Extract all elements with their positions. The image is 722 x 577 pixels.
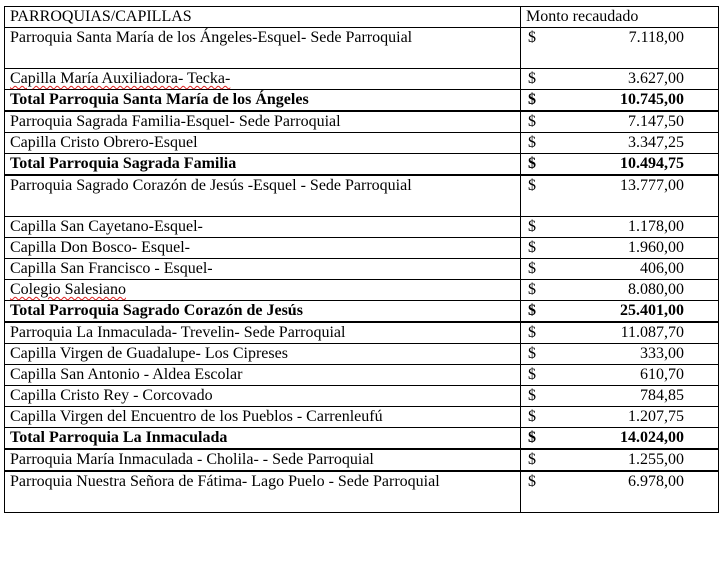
collection-report	[4, 6, 718, 513]
row-amount: 13.777,00	[620, 177, 684, 194]
total-row	[5, 90, 719, 112]
currency-symbol: $	[528, 302, 536, 319]
row-name-text: Colegio Salesiano	[10, 281, 126, 298]
table-row	[5, 386, 719, 407]
row-name: Parroquia La Inmaculada- Trevelin- Sede Parroquial	[5, 322, 521, 344]
header-amount: Monto recaudado	[521, 7, 719, 28]
row-name: Capilla Don Bosco- Esquel-	[5, 238, 521, 259]
row-amount: 7.118,00	[628, 29, 684, 46]
table-row	[5, 407, 719, 428]
row-name: Capilla Cristo Obrero-Esquel	[5, 133, 521, 154]
currency-symbol: $	[528, 281, 536, 298]
row-name: Capilla Virgen de Guadalupe- Los Cipreses	[5, 344, 521, 365]
row-amount: 784,85	[640, 387, 684, 404]
currency-symbol: $	[528, 473, 536, 490]
currency-symbol: $	[528, 260, 536, 277]
table-row	[5, 28, 719, 69]
table-row	[5, 217, 719, 238]
row-amount: 1.178,00	[628, 218, 684, 235]
currency-symbol: $	[528, 387, 536, 404]
total-row	[5, 301, 719, 323]
header-parishes: PARROQUIAS/CAPILLAS	[5, 7, 521, 28]
table-row	[5, 365, 719, 386]
table-header-row	[5, 7, 719, 28]
table-row	[5, 175, 719, 217]
row-name	[5, 280, 521, 301]
total-name: Total Parroquia Sagrada Familia	[5, 154, 521, 176]
row-amount: 11.087,70	[620, 324, 684, 341]
row-amount: 1.960,00	[628, 239, 684, 256]
row-amount: 610,70	[640, 366, 684, 383]
table-row	[5, 238, 719, 259]
total-amount: 10.494,75	[620, 155, 684, 172]
total-amount: 10.745,00	[620, 91, 684, 108]
row-name-text: Capilla María Auxiliadora- Tecka-	[10, 70, 231, 87]
currency-symbol: $	[528, 91, 536, 108]
row-name: Capilla San Antonio - Aldea Escolar	[5, 365, 521, 386]
currency-symbol: $	[528, 155, 536, 172]
currency-symbol: $	[528, 29, 536, 46]
row-amount: 7.147,50	[628, 113, 684, 130]
currency-symbol: $	[528, 70, 536, 87]
row-name: Parroquia Sagrado Corazón de Jesús -Esquel - Sede Parroquial	[5, 175, 521, 217]
currency-symbol: $	[528, 429, 536, 446]
total-amount: 14.024,00	[620, 429, 684, 446]
row-name: Parroquia Santa María de los Ángeles-Esquel- Sede Parroquial	[5, 28, 521, 69]
total-row	[5, 154, 719, 176]
table-row	[5, 111, 719, 133]
row-amount: 333,00	[640, 345, 684, 362]
currency-symbol: $	[528, 113, 536, 130]
currency-symbol: $	[528, 177, 536, 194]
currency-symbol: $	[528, 218, 536, 235]
row-amount: 6.978,00	[628, 473, 684, 490]
total-name: Total Parroquia Santa María de los Ángeles	[5, 90, 521, 112]
currency-symbol: $	[528, 134, 536, 151]
row-amount: 8.080,00	[628, 281, 684, 298]
row-amount: 1.255,00	[628, 451, 684, 468]
table-row	[5, 133, 719, 154]
row-amount: 3.347,25	[628, 134, 684, 151]
row-name: Capilla Cristo Rey - Corcovado	[5, 386, 521, 407]
row-name: Parroquia Nuestra Señora de Fátima- Lago Puelo - Sede Parroquial	[5, 471, 521, 513]
table-row	[5, 69, 719, 90]
total-row	[5, 428, 719, 450]
currency-symbol: $	[528, 345, 536, 362]
row-name: Capilla Virgen del Encuentro de los Pueblos - Carrenleufú	[5, 407, 521, 428]
currency-symbol: $	[528, 324, 536, 341]
row-amount: 1.207,75	[628, 408, 684, 425]
currency-symbol: $	[528, 408, 536, 425]
row-amount: 3.627,00	[628, 70, 684, 87]
table-row	[5, 449, 719, 471]
table-row	[5, 471, 719, 513]
row-name: Capilla San Cayetano-Esquel-	[5, 217, 521, 238]
row-name: Parroquia Sagrada Familia-Esquel- Sede Parroquial	[5, 111, 521, 133]
table-row	[5, 259, 719, 280]
row-name: Parroquia María Inmaculada - Cholila- - Sede Parroquial	[5, 449, 521, 471]
table-row	[5, 344, 719, 365]
currency-symbol: $	[528, 451, 536, 468]
row-amount: 406,00	[640, 260, 684, 277]
table-row	[5, 280, 719, 301]
table-row	[5, 322, 719, 344]
row-name	[5, 69, 521, 90]
collections-table	[4, 6, 719, 513]
total-name: Total Parroquia La Inmaculada	[5, 428, 521, 450]
currency-symbol: $	[528, 366, 536, 383]
currency-symbol: $	[528, 239, 536, 256]
total-name: Total Parroquia Sagrado Corazón de Jesús	[5, 301, 521, 323]
row-name: Capilla San Francisco - Esquel-	[5, 259, 521, 280]
total-amount: 25.401,00	[620, 302, 684, 319]
